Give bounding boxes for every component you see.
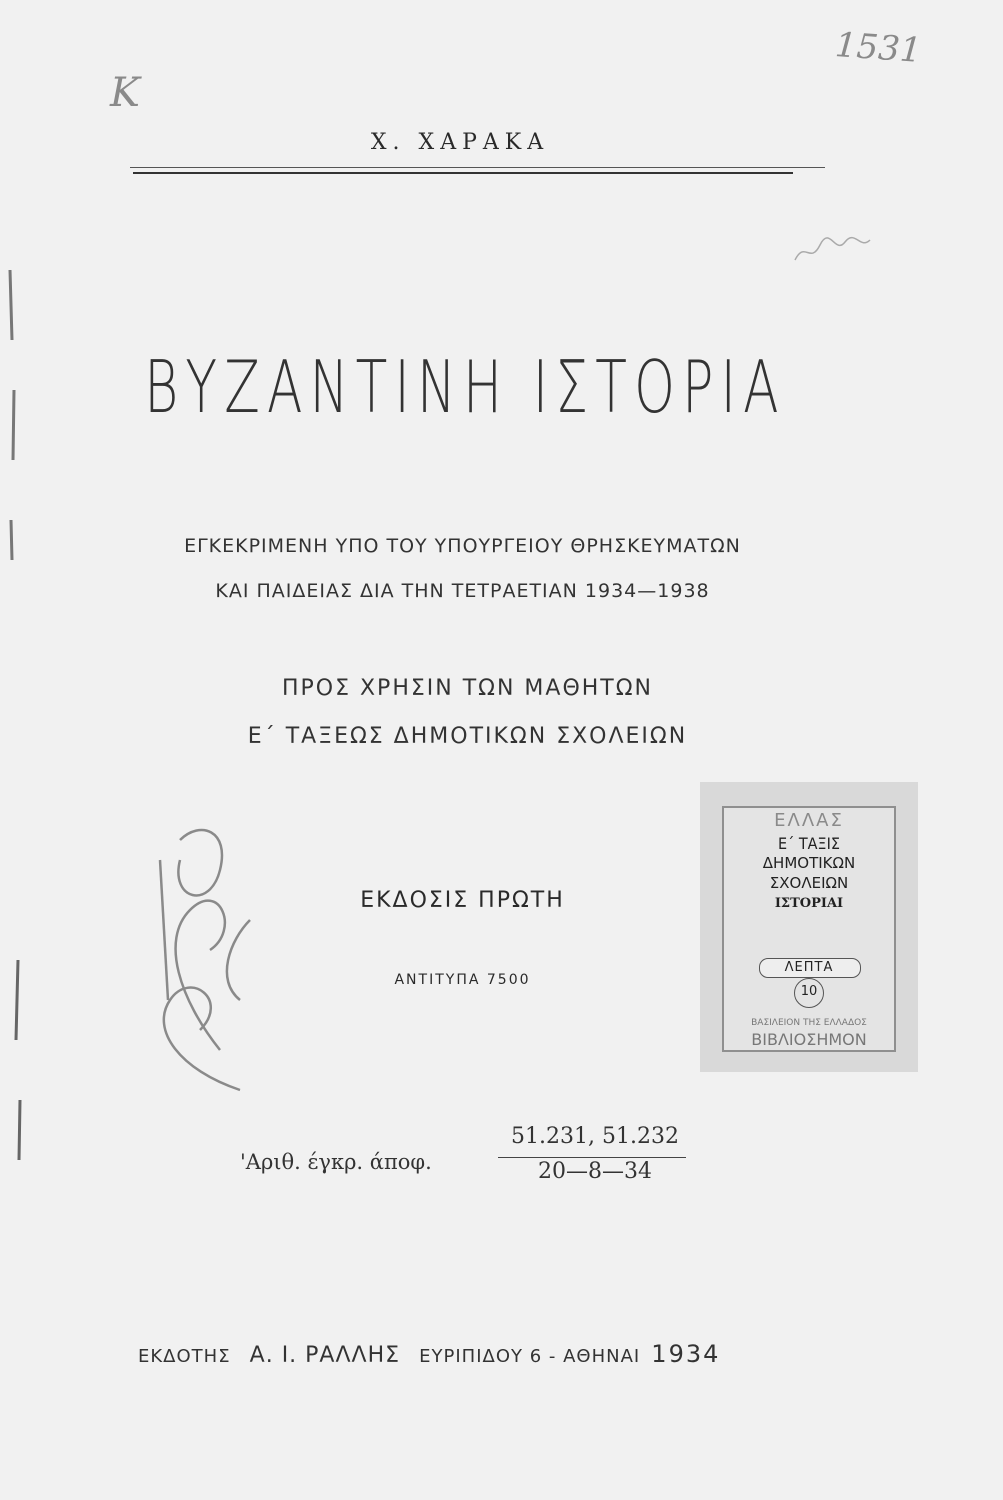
purpose-line-1: ΠΡΟΣ ΧΡΗΣΙΝ ΤΩΝ ΜΑΘΗΤΩΝ [281,676,654,701]
stamp-line-2: ΔΗΜΟΤΙΚΩΝ [762,854,856,872]
stamp-denomination-label: ΛΕΠΤΑ [784,960,834,975]
stamp-footer: ΒΑΣΙΛΕΙΟΝ ΤΗΣ ΕΛΛΑΔΟΣ [751,1018,867,1028]
book-title: ΒΥΖΑΝΤΙΝΗ ΙΣΤΟΡΙΑ [144,345,786,429]
stamp-bottom: ΒΙΒΛΙΟΣΗΜΟΝ [751,1030,867,1049]
stamp-line-1: Ε΄ ΤΑΞΙΣ [778,834,840,853]
margin-note-top-right: 1531 [833,25,923,71]
revenue-stamp [700,782,918,1072]
purpose-line-2: Ε΄ ΤΑΞΕΩΣ ΔΗΜΟΤΙΚΩΝ ΣΧΟΛΕΙΩΝ [247,724,688,749]
approval-number-date: 20—8—34 [538,1159,652,1184]
approval-number-label: 'Αριθ. έγκρ. άποφ. [240,1150,432,1174]
pencil-scribble-icon [790,230,880,270]
author-name: Χ. ΧΑΡΑΚΑ [370,130,550,155]
stamp-country: ΕΛΛΑΣ [774,810,844,831]
approval-line-1: ΕΓΚΕΚΡΙΜΕΝΗ ΥΠΟ ΤΟΥ ΥΠΟΥΡΓΕΙΟΥ ΘΡΗΣΚΕΥΜΑΤΩΝ [184,535,741,557]
stamp-line-4: ΙΣΤΟΡΙΑΙ [774,896,844,911]
stamp-frame [722,806,896,1052]
publisher-line [138,1340,720,1368]
publisher-address: ΕΥΡΙΠΙΔΟΥ 6 - ΑΘΗΝΑΙ [419,1346,641,1367]
approval-line-2: ΚΑΙ ΠΑΙΔΕΙΑΣ ΔΙΑ ΤΗΝ ΤΕΤΡΑΕΤΙΑΝ 1934—1938 [215,580,710,602]
publisher-label: ΕΚΔΟΤΗΣ [138,1346,231,1367]
stamp-denomination: 10 [800,984,818,999]
publisher-name: Α. Ι. ΡΑΛΛΗΣ [249,1343,401,1368]
fraction-rule [498,1157,686,1158]
edition-text: ΕΚΔΟΣΙΣ ΠΡΩΤΗ [360,888,565,913]
margin-note-top-left: K [110,70,140,116]
handwritten-signature [120,800,270,1100]
copies-text: ΑΝΤΙΤΥΠΑ 7500 [394,972,531,988]
approval-number-values: 51.231, 51.232 [511,1124,679,1149]
stamp-line-3: ΣΧΟΛΕΙΩΝ [769,874,849,892]
divider-rule [130,167,825,168]
divider-rule [133,172,793,174]
publication-year: 1934 [651,1340,721,1368]
